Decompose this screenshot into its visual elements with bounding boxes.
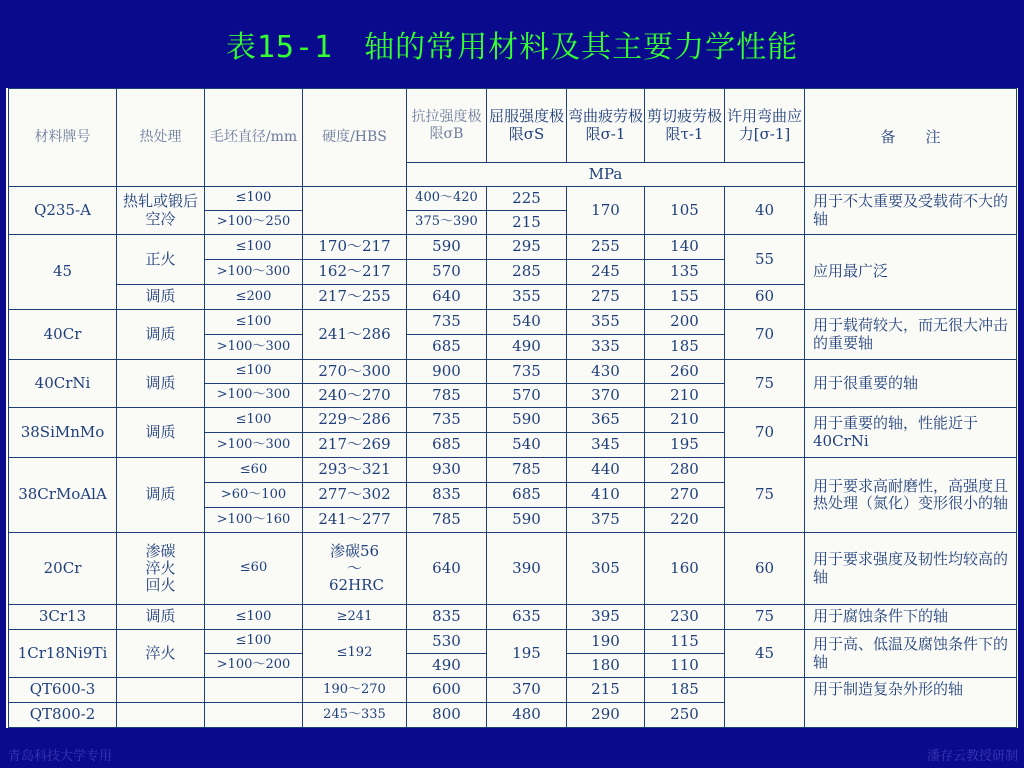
allow-cell: 75 <box>725 360 805 408</box>
diameter-cell: >100～200 <box>205 654 303 678</box>
note-cell: 用于不太重要及受载荷不大的轴 <box>805 187 1017 235</box>
yield-cell: 225 <box>487 187 567 211</box>
heat-cell: 渗碳淬火回火 <box>117 533 205 605</box>
yield-cell: 570 <box>487 384 567 408</box>
table-row <box>9 310 1017 335</box>
diameter-cell: ≤100 <box>205 408 303 433</box>
yield-cell: 195 <box>487 630 567 678</box>
material-cell: 40CrNi <box>9 360 117 408</box>
shear-cell: 200 <box>645 310 725 335</box>
diameter-cell: >100～300 <box>205 335 303 360</box>
material-cell: 20Cr <box>9 533 117 605</box>
diameter-cell: >60～100 <box>205 483 303 508</box>
table-row <box>9 235 1017 260</box>
diameter-cell: ≤100 <box>205 630 303 654</box>
allow-cell <box>725 678 805 728</box>
tensile-cell: 835 <box>407 483 487 508</box>
yield-cell: 390 <box>487 533 567 605</box>
materials-table <box>8 88 1017 728</box>
table-row <box>9 360 1017 384</box>
header-heat: 热处理 <box>117 89 205 187</box>
table-row <box>9 678 1017 703</box>
bending-cell: 375 <box>567 508 645 533</box>
unit-label: MPa <box>407 163 805 187</box>
tensile-cell: 600 <box>407 678 487 703</box>
hardness-cell: 245～335 <box>303 703 407 728</box>
header-bending: 弯曲疲劳极限σ-1 <box>567 89 645 163</box>
yield-cell: 370 <box>487 678 567 703</box>
bending-cell: 255 <box>567 235 645 260</box>
hardness-cell: 190～270 <box>303 678 407 703</box>
table-row <box>9 408 1017 433</box>
material-cell: 38SiMnMo <box>9 408 117 458</box>
hardness-cell: 293～321 <box>303 458 407 483</box>
table-row <box>9 605 1017 630</box>
diameter-cell: ≤100 <box>205 605 303 630</box>
tensile-cell: 590 <box>407 235 487 260</box>
yield-cell: 635 <box>487 605 567 630</box>
yield-cell: 295 <box>487 235 567 260</box>
shear-cell: 280 <box>645 458 725 483</box>
note-cell: 用于高、低温及腐蚀条件下的轴 <box>805 630 1017 678</box>
bending-cell: 290 <box>567 703 645 728</box>
bending-cell: 275 <box>567 285 645 310</box>
header-notes: 备 注 <box>805 89 1017 187</box>
diameter-cell: >100～300 <box>205 260 303 285</box>
slide-footer <box>0 740 1024 768</box>
tensile-cell: 735 <box>407 408 487 433</box>
heat-cell: 调质 <box>117 360 205 408</box>
yield-cell: 540 <box>487 433 567 458</box>
yield-cell: 355 <box>487 285 567 310</box>
yield-cell: 685 <box>487 483 567 508</box>
shear-cell: 230 <box>645 605 725 630</box>
heat-cell: 调质 <box>117 408 205 458</box>
bending-cell: 370 <box>567 384 645 408</box>
header-yield: 屈服强度极限σS <box>487 89 567 163</box>
hardness-cell: 229～286 <box>303 408 407 433</box>
heat-cell <box>117 703 205 728</box>
note-cell: 用于腐蚀条件下的轴 <box>805 605 1017 630</box>
footer-left: 青岛科技大学专用 <box>8 749 113 764</box>
diameter-cell <box>205 678 303 703</box>
bending-cell: 440 <box>567 458 645 483</box>
tensile-cell: 490 <box>407 654 487 678</box>
allow-cell: 40 <box>725 187 805 235</box>
note-cell: 应用最广泛 <box>805 235 1017 310</box>
bending-cell: 365 <box>567 408 645 433</box>
allow-cell: 60 <box>725 533 805 605</box>
diameter-cell: ≤60 <box>205 458 303 483</box>
table-row <box>9 187 1017 211</box>
hardness-cell: 170～217 <box>303 235 407 260</box>
material-cell: Q235-A <box>9 187 117 235</box>
tensile-cell: 400～420 <box>407 187 487 211</box>
tensile-cell: 900 <box>407 360 487 384</box>
allow-cell: 75 <box>725 458 805 533</box>
hardness-cell: ≥241 <box>303 605 407 630</box>
shear-cell: 105 <box>645 187 725 235</box>
note-cell: 用于要求高耐磨性，高强度且热处理（氮化）变形很小的轴 <box>805 458 1017 533</box>
shear-cell: 210 <box>645 408 725 433</box>
allow-cell: 70 <box>725 408 805 458</box>
tensile-cell: 785 <box>407 508 487 533</box>
diameter-cell: >100～160 <box>205 508 303 533</box>
shear-cell: 260 <box>645 360 725 384</box>
allow-cell: 55 <box>725 235 805 285</box>
diameter-cell: ≤100 <box>205 360 303 384</box>
table-image <box>6 88 1018 728</box>
allow-cell: 70 <box>725 310 805 360</box>
table-row <box>9 533 1017 605</box>
bending-cell: 355 <box>567 310 645 335</box>
hardness-cell: 162～217 <box>303 260 407 285</box>
heat-cell: 调质 <box>117 285 205 310</box>
header-allow: 许用弯曲应力[σ-1] <box>725 89 805 163</box>
footer-right: 潘存云教授研制 <box>926 749 1018 764</box>
bending-cell: 395 <box>567 605 645 630</box>
hardness-cell: 241～286 <box>303 310 407 360</box>
diameter-cell: >100～250 <box>205 211 303 235</box>
yield-cell: 785 <box>487 458 567 483</box>
hardness-cell: 240～270 <box>303 384 407 408</box>
diameter-cell: ≤100 <box>205 310 303 335</box>
diameter-cell: >100～300 <box>205 433 303 458</box>
table-header-row <box>9 89 1017 163</box>
yield-cell: 285 <box>487 260 567 285</box>
table-row <box>9 630 1017 654</box>
shear-cell: 220 <box>645 508 725 533</box>
shear-cell: 160 <box>645 533 725 605</box>
shear-cell: 270 <box>645 483 725 508</box>
bending-cell: 190 <box>567 630 645 654</box>
material-cell: 40Cr <box>9 310 117 360</box>
header-shear: 剪切疲劳极限τ-1 <box>645 89 725 163</box>
tensile-cell: 800 <box>407 703 487 728</box>
bending-cell: 215 <box>567 678 645 703</box>
diameter-cell <box>205 703 303 728</box>
hardness-cell: 241～277 <box>303 508 407 533</box>
diameter-cell: ≤100 <box>205 187 303 211</box>
hardness-cell: 217～255 <box>303 285 407 310</box>
bending-cell: 245 <box>567 260 645 285</box>
material-cell: 3Cr13 <box>9 605 117 630</box>
heat-cell: 调质 <box>117 458 205 533</box>
heat-cell: 调质 <box>117 605 205 630</box>
yield-cell: 735 <box>487 360 567 384</box>
bending-cell: 170 <box>567 187 645 235</box>
bending-cell: 180 <box>567 654 645 678</box>
material-cell: QT800-2 <box>9 703 117 728</box>
tensile-cell: 685 <box>407 433 487 458</box>
diameter-cell: >100～300 <box>205 384 303 408</box>
note-cell: 用于要求强度及韧性均较高的轴 <box>805 533 1017 605</box>
tensile-cell: 735 <box>407 310 487 335</box>
table-row <box>9 458 1017 483</box>
hardness-cell <box>303 187 407 235</box>
shear-cell: 210 <box>645 384 725 408</box>
allow-cell: 75 <box>725 605 805 630</box>
shear-cell: 110 <box>645 654 725 678</box>
diameter-cell: ≤200 <box>205 285 303 310</box>
bending-cell: 335 <box>567 335 645 360</box>
shear-cell: 155 <box>645 285 725 310</box>
slide-title-bar <box>0 0 1024 88</box>
material-cell: 1Cr18Ni9Ti <box>9 630 117 678</box>
tensile-cell: 640 <box>407 285 487 310</box>
hardness-cell: 渗碳56～62HRC <box>303 533 407 605</box>
hardness-cell: 277～302 <box>303 483 407 508</box>
allow-cell: 45 <box>725 630 805 678</box>
tensile-cell: 835 <box>407 605 487 630</box>
yield-cell: 590 <box>487 408 567 433</box>
tensile-cell: 640 <box>407 533 487 605</box>
heat-cell: 热轧或锻后空冷 <box>117 187 205 235</box>
note-cell: 用于重要的轴，性能近于40CrNi <box>805 408 1017 458</box>
heat-cell: 正火 <box>117 235 205 285</box>
shear-cell: 115 <box>645 630 725 654</box>
shear-cell: 195 <box>645 433 725 458</box>
note-cell: 用于载荷较大，而无很大冲击的重要轴 <box>805 310 1017 360</box>
tensile-cell: 570 <box>407 260 487 285</box>
shear-cell: 140 <box>645 235 725 260</box>
material-cell: QT600-3 <box>9 678 117 703</box>
hardness-cell: 270～300 <box>303 360 407 384</box>
yield-cell: 490 <box>487 335 567 360</box>
hardness-cell: 217～269 <box>303 433 407 458</box>
note-cell: 用于制造复杂外形的轴 <box>805 678 1017 728</box>
yield-cell: 590 <box>487 508 567 533</box>
header-tensile: 抗拉强度极限σB <box>407 89 487 163</box>
diameter-cell: ≤60 <box>205 533 303 605</box>
diameter-cell: ≤100 <box>205 235 303 260</box>
header-hardness: 硬度/HBS <box>303 89 407 187</box>
hardness-cell: ≤192 <box>303 630 407 678</box>
heat-cell <box>117 678 205 703</box>
slide-title: 表15-1 轴的常用材料及其主要力学性能 <box>225 30 799 65</box>
header-diameter: 毛坯直径/mm <box>205 89 303 187</box>
material-cell: 45 <box>9 235 117 310</box>
tensile-cell: 375～390 <box>407 211 487 235</box>
material-cell: 38CrMoAlA <box>9 458 117 533</box>
allow-cell: 60 <box>725 285 805 310</box>
shear-cell: 185 <box>645 335 725 360</box>
shear-cell: 135 <box>645 260 725 285</box>
tensile-cell: 530 <box>407 630 487 654</box>
shear-cell: 250 <box>645 703 725 728</box>
yield-cell: 215 <box>487 211 567 235</box>
tensile-cell: 930 <box>407 458 487 483</box>
heat-cell: 调质 <box>117 310 205 360</box>
bending-cell: 345 <box>567 433 645 458</box>
bending-cell: 305 <box>567 533 645 605</box>
yield-cell: 480 <box>487 703 567 728</box>
yield-cell: 540 <box>487 310 567 335</box>
tensile-cell: 785 <box>407 384 487 408</box>
shear-cell: 185 <box>645 678 725 703</box>
tensile-cell: 685 <box>407 335 487 360</box>
header-material: 材料牌号 <box>9 89 117 187</box>
bending-cell: 430 <box>567 360 645 384</box>
bending-cell: 410 <box>567 483 645 508</box>
heat-cell: 淬火 <box>117 630 205 678</box>
note-cell: 用于很重要的轴 <box>805 360 1017 408</box>
